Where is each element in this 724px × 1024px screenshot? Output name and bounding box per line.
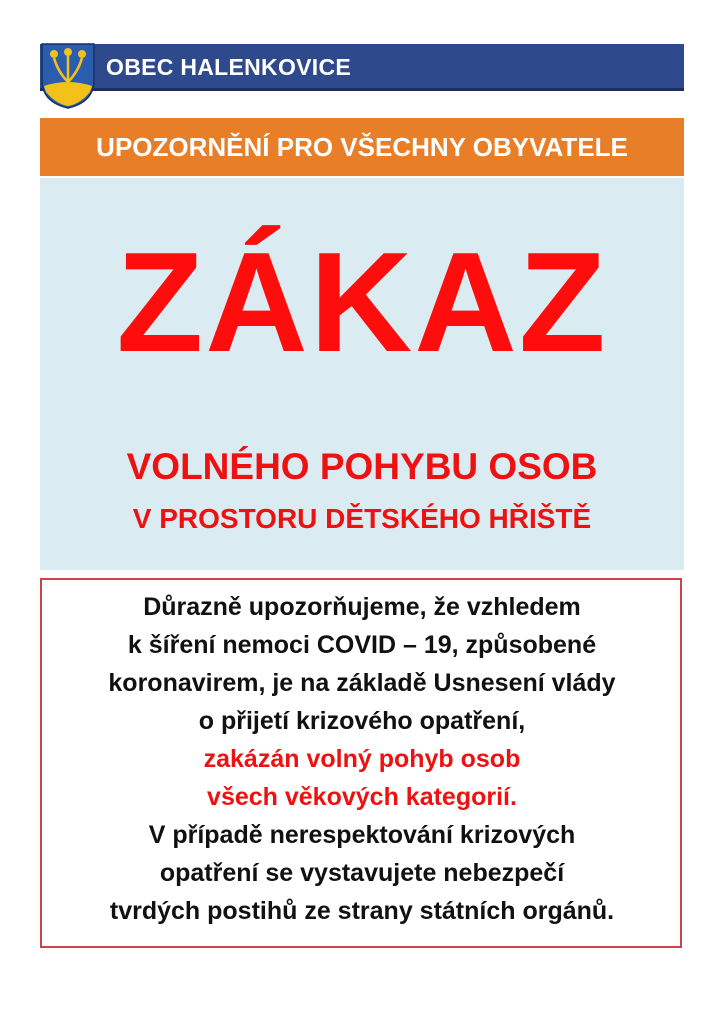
notice-line-highlight: zakázán volný pohyb osob [203,745,521,773]
municipal-coat-of-arms-icon [40,42,96,110]
municipality-name: OBEC HALENKOVICE [106,54,352,80]
notice-line: opatření se vystavujete nebezpečí [159,859,565,887]
notice-line: V případě nerespektování krizových [148,821,576,849]
notice-line: o přijetí krizového opatření, [198,707,526,735]
ban-title: ZÁKAZ [116,223,608,382]
notice-line: Důrazně upozorňujeme, že vzhledem [143,593,581,621]
ban-subtitle-primary: VOLNÉHO POHYBU OSOB [126,446,598,487]
ban-subtitle-secondary: V PROSTORU DĚTSKÉHO HŘIŠTĚ [132,503,592,534]
notice-line: koronavirem, je na základě Usnesení vlády [108,669,616,697]
notice-line-highlight: všech věkových kategorií. [207,783,517,811]
notice-line: tvrdých postihů ze strany státních orgánů. [109,897,615,925]
notice-text [40,588,684,930]
notice-line: k šíření nemoci COVID – 19, způsobené [127,631,597,659]
notice-banner: UPOZORNĚNÍ PRO VŠECHNY OBYVATELE [40,118,684,176]
